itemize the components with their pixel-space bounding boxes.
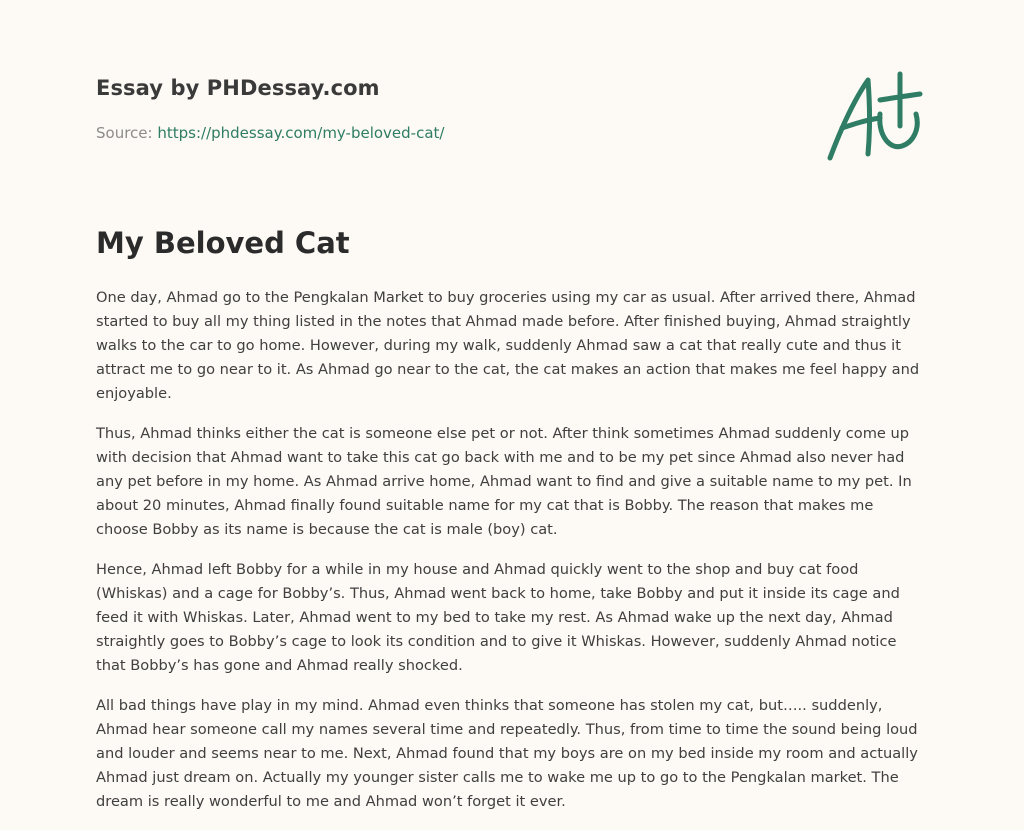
source-line (96, 124, 444, 142)
essay-title: My Beloved Cat (96, 226, 350, 260)
essay-body (96, 286, 926, 830)
essay-paragraph: One day, Ahmad go to the Pengkalan Market to buy groceries using my car as usual. After arrived there, Ahmad started to buy all my thing listed in the notes that Ahmad made before. After finished buying, Ahmad straightly walks to the car to go home. However, during my walk, suddenly Ahmad saw a cat that really cute and thus it attract me to go near to it. As Ahmad go near to the cat, the cat makes an action that makes me feel happy and enjoyable. (96, 289, 920, 402)
a-plus-grade-icon (820, 66, 930, 166)
source-label: Source: (96, 124, 153, 142)
essay-paragraph: All bad things have play in my mind. Ahmad even thinks that someone has stolen my cat, but….. suddenly, Ahmad hear someone call my names several time and repeatedly. Thus, from time to time the sound being loud and louder and seems near to me. Next, Ahmad found that my boys are on my bed inside my room and actually Ahmad just dream on. Actually my younger sister calls me to wake me up to go to the Pengkalan market. The dream is really wonderful to me and Ahmad won’t forget it ever. (96, 697, 918, 810)
site-title: Essay by PHDessay.com (96, 76, 380, 100)
essay-paragraph: Thus, Ahmad thinks either the cat is someone else pet or not. After think sometimes Ahmad suddenly come up with decision that Ahmad want to take this cat go back with me and to be my pet since Ahmad also never had any pet before in my home. As Ahmad arrive home, Ahmad want to find and give a suitable name to my pet. In about 20 minutes, Ahmad finally found suitable name for my cat that is Bobby. The reason that makes me choose Bobby as its name is because the cat is male (boy) cat. (96, 425, 912, 538)
source-link[interactable]: https://phdessay.com/my-beloved-cat/ (157, 124, 445, 142)
essay-paragraph: Hence, Ahmad left Bobby for a while in my house and Ahmad quickly went to the shop and buy cat food (Whiskas) and a cage for Bobby’s. Thus, Ahmad went back to home, take Bobby and put it inside its cage and feed it with Whiskas. Later, Ahmad went to my bed to take my rest. As Ahmad wake up the next day, Ahmad straightly goes to Bobby’s cage to look its condition and to give it Whiskas. However, suddenly Ahmad notice that Bobby’s has gone and Ahmad really shocked. (96, 561, 900, 674)
